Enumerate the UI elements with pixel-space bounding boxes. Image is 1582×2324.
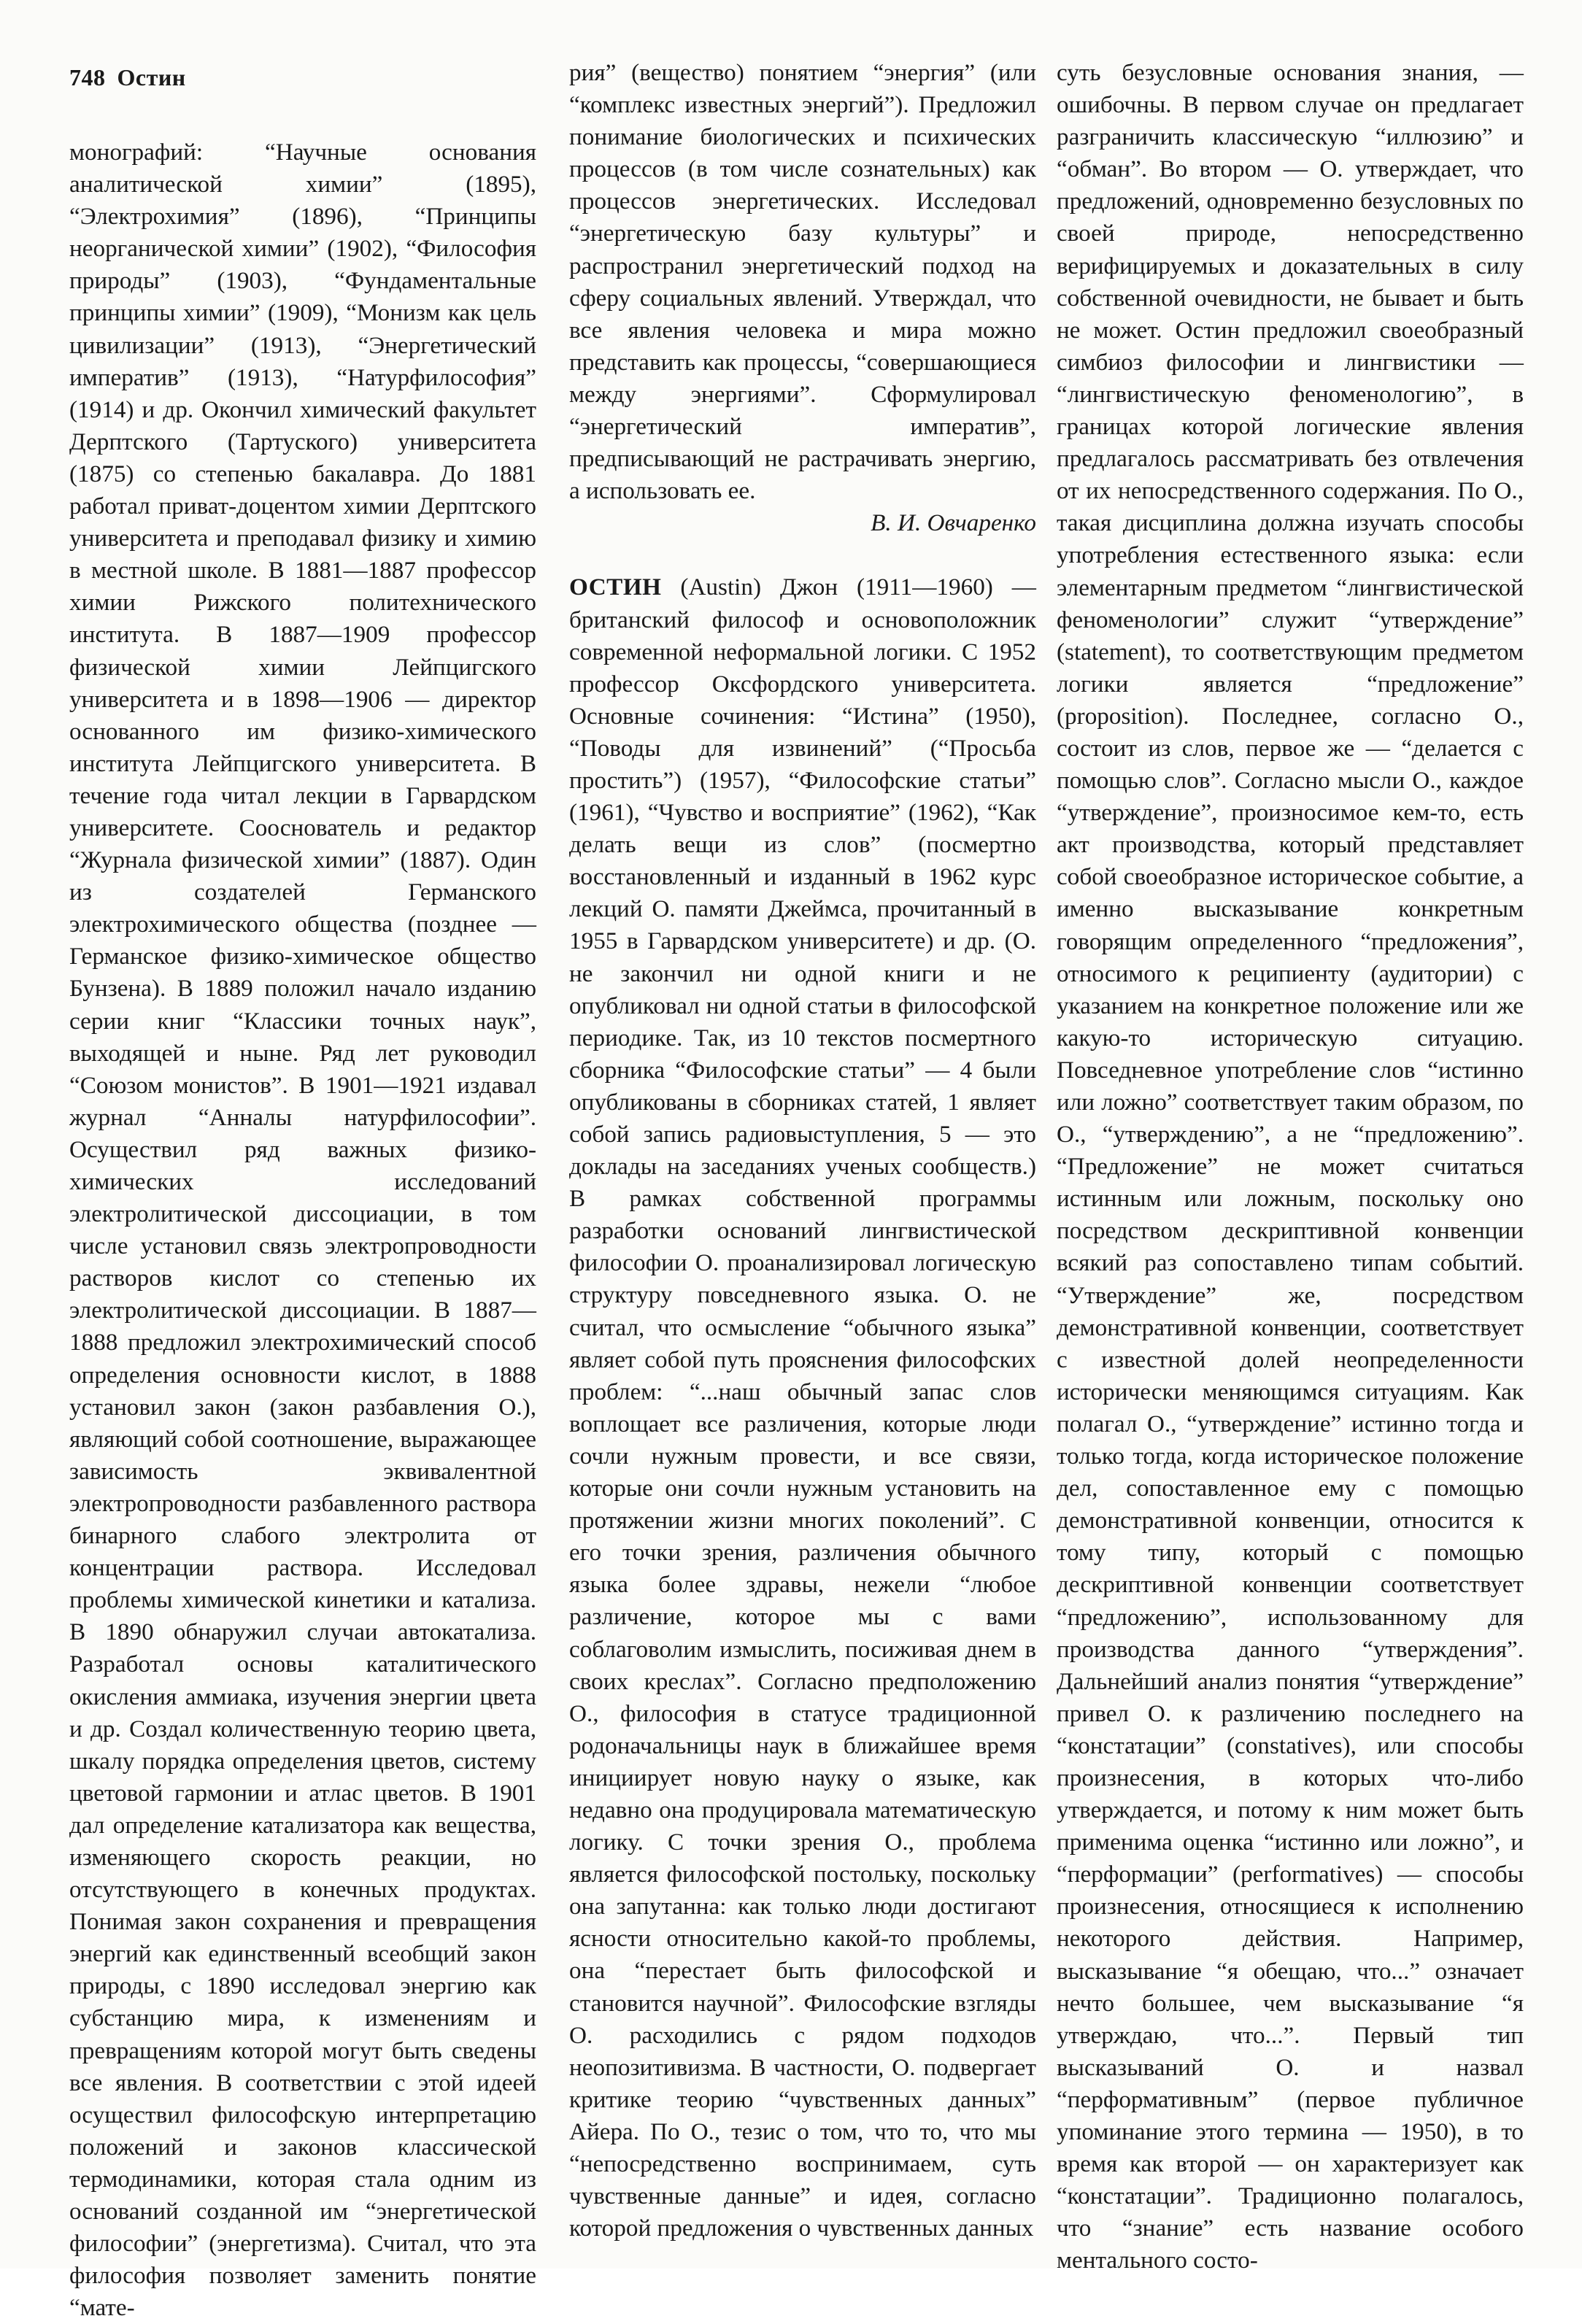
- paragraph-ostwald-end: рия” (вещество) понятием “энергия” (или “комплекс известных энергий”). Предложил понимание биологических и психических процессов (в том числе сознательных) как процессов энергетических. Исследовал “энергетическую базу культуры” и распространил энергетический подход на сферу социальных явлений. Утверждал, что все явления человека и мира можно представить как процессы, “совершающиеся между энергиями”. Сформулировал “энергетический императив”, предписывающий не растрачивать энергию, а использовать ее.: [569, 59, 1036, 505]
- paragraph-ostwald-continued: монографий: “Научные основания аналитической химии” (1895), “Электрохимия” (1896), “Принципы неорганической химии” (1902), “Философия природы” (1903), “Фундаментальные принципы химии” (1909), “Монизм как цель цивилизации” (1913), “Энергетический императив” (1913), “Натурфилософия” (1914) и др. Окончил химический факультет Дерптского (Тартуского) университета (1875) со степенью бакалавра. До 1881 работал приват-доцентом химии Дерптского университета и преподавал физику и химию в местной школе. В 1881—1887 профессор химии Рижского политехнического института. В 1887—1909 профессор физической химии Лейпцигского университета и в 1898—1906 — директор основанного им физико-химического института Лейпцигского университета. В течение года читал лекции в Гарвардском университете. Сооснователь и редактор “Журнала физической химии” (1887). Один из создателей Германского электрохимического общества (позднее — Германское физико-химическое общество Бунзена). В 1889 положил начало изданию серии книг “Классики точных наук”, выходящей и ныне. Ряд лет руководил “Союзом монистов”. В 1901—1921 издавал журнал “Анналы натурфилософии”. Осуществил ряд важных физико-химических исследований электролитической диссоциации, в том числе установил связь электропроводности растворов кислот со степенью их электролитической диссоциации. В 1887—1888 предложил электрохимический способ определения основности кислот, в 1888 установил закон (закон разбавления О.), являющий собой соотношение, выражающее зависимость эквивалентной электропроводности разбавленного раствора бинарного слабого электролита от концентрации раствора. Исследовал проблемы химической кинетики и катализа. В 1890 обнаружил случаи автокатализа. Разработал основы каталитического окисления аммиака, изучения энергии цвета и др. Создал количественную теорию цвета, шкалу порядка определения цветов, систему цветовой гармонии и атлас цветов. В 1901 дал определение катализатора как вещества, изменяющего скорость реакции, но отсутствующего в конечных продуктах. Понимая закон сохранения и превращения энергий как единственный всеобщий закон природы, с 1890 исследовал энергию как субстанцию мира, к изменениям и превращениям которой могут быть сведены все явления. В соответствии с этой идеей осуществил философскую интерпретацию положений и законов классической термодинамики, которая стала одним из оснований созданной им “энергетической философии” (энергетизма). Считал, что эта философия позволяет заменить понятие “мате-: [69, 139, 536, 2322]
- entry-austin-text: (Austin) Джон (1911—1960) — британский философ и основоположник современной неформальной логики. С 1952 профессор Оксфордского университета. Основные сочинения: “Истина” (1950), “Поводы для извинений” (“Просьба простить”) (1957), “Философские статьи” (1961), “Чувство и восприятие” (1962), “Как делать вещи из слов” (посмертно восстановленный и изданный в 1962 курс лекций О. памяти Джеймса, прочитанный в 1955 в Гарвардском университете) и др. (О. не закончил ни одной книги и не опубликовал ни одной статьи в философской периодике. Так, из 10 текстов посмертного сборника “Философские статьи” — 4 были опубликованы в сборниках статей, 1 являет собой запись радиовыступления, 5 — это доклады на заседаниях ученых сообществ.) В рамках собственной программы разработки оснований лингвистической философии О. проанализировал логическую структуру повседневного языка. О. не считал, что осмысление “обычного языка” являет собой путь прояснения философских проблем: “...наш обычный запас слов воплощает все различения, которые люди сочли нужным провести, и все связи, которые они сочли нужным установить на протяжении жизни многих поколений”. С его точки зрения, различения обычного языка более здравы, нежели “любое различение, которое мы с вами соблаговолим измыслить, посиживая днем в своих креслах”. Согласно предположению О., философия в статусе традиционной родоначальницы наук в ближайшее время инициирует новую науку о языке, как недавно она продуцировала математическую логику. С точки зрения О., проблема является философской постольку, поскольку она запутанна: как только люди достигают ясности относительно какой-то проблемы, она “перестает быть философской и становится научной”. Философские взгляды О. расходились с рядом подходов неопозитивизма. В частности, О. подвергает критике теорию “чувственных данных” Айера. По О., тезис о том, что то, что мы “непосредственно воспринимаем, суть чувственные данные” и идея, согласно которой предложения о чувственных данных: [569, 574, 1036, 2242]
- running-title: Остин: [117, 64, 186, 90]
- running-head: [69, 64, 186, 91]
- entry-headword: ОСТИН: [569, 574, 662, 601]
- page-number: 748: [69, 64, 106, 90]
- text-column-2: [569, 57, 1036, 2244]
- paragraph-austin-continued: суть безусловные основания знания, — ошибочны. В первом случае он предлагает разграничить классическую “иллюзию” и “обман”. Во втором — О. утверждает, что предложений, одновременно безусловных по своей природе, непосредственно верифицируемых и доказательных в силу собственной очевидности, не бывает и быть не может. Остин предложил своеобразный симбиоз философии и лингвистики — “лингвистическую феноменологию”, в границах которой логические явления предлагалось рассматривать без отвлечения от их непосредственного содержания. По О., такая дисциплина должна изучать способы употребления естественного языка: если элементарным предметом “лингвистической феноменологии” служит “утверждение” (statement), то соответствующим предметом логики является “предложение” (proposition). Последнее, согласно О., состоит из слов, первое же — “делается с помощью слов”. Согласно мысли О., каждое “утверждение”, произносимое кем-то, есть акт производства, который представляет собой своеобразное историческое событие, а именно высказывание конкретным говорящим определенного “предложения”, относимого к реципиенту (аудитории) с указанием на конкретное положение или же какую-то историческую ситуацию. Повседневное употребление слов “истинно или ложно” соответствует таким образом, по О., “утверждению”, а не “предложению”. “Предложение” не может считаться истинным или ложным, поскольку оно посредством дескриптивной конвенции всякий раз сопоставлено типам событий. “Утверждение” же, посредством демонстративной конвенции, соответствует с известной долей неопределенности исторически меняющимся ситуациям. Как полагал О., “утверждение” истинно тогда и только тогда, когда историческое положение дел, сопоставленное ему с помощью демонстративной конвенции, относится к тому типу, который с помощью дескриптивной конвенции соответствует “предложению”, использованному для производства данного “утверждения”. Дальнейший анализ понятия “утверждение” привел О. к различению последнего на “констатации” (constatives), или способы произнесения, в которых что-либо утверждается, и потому к ним может быть применима оценка “истинно или ложно”, и “перформации” (performatives) — способы произнесения, относящиеся к исполнению некоторого действия. Например, высказывание “я обещаю, что...” означает нечто большее, чем высказывание “я утверждаю, что...”. Первый тип высказываний О. и назвал “перформативным” (первое публичное упоминание этого термина — 1950), в то время как второй — он характеризует как “констатации”. Традиционно полагалось, что “знание” есть название особого ментального состо-: [1057, 59, 1524, 2274]
- entry-austin: [569, 571, 1036, 2244]
- author-signature: В. И. Овчаренко: [871, 509, 1036, 537]
- text-column-1: [69, 136, 536, 2324]
- text-column-3: [1057, 57, 1524, 2277]
